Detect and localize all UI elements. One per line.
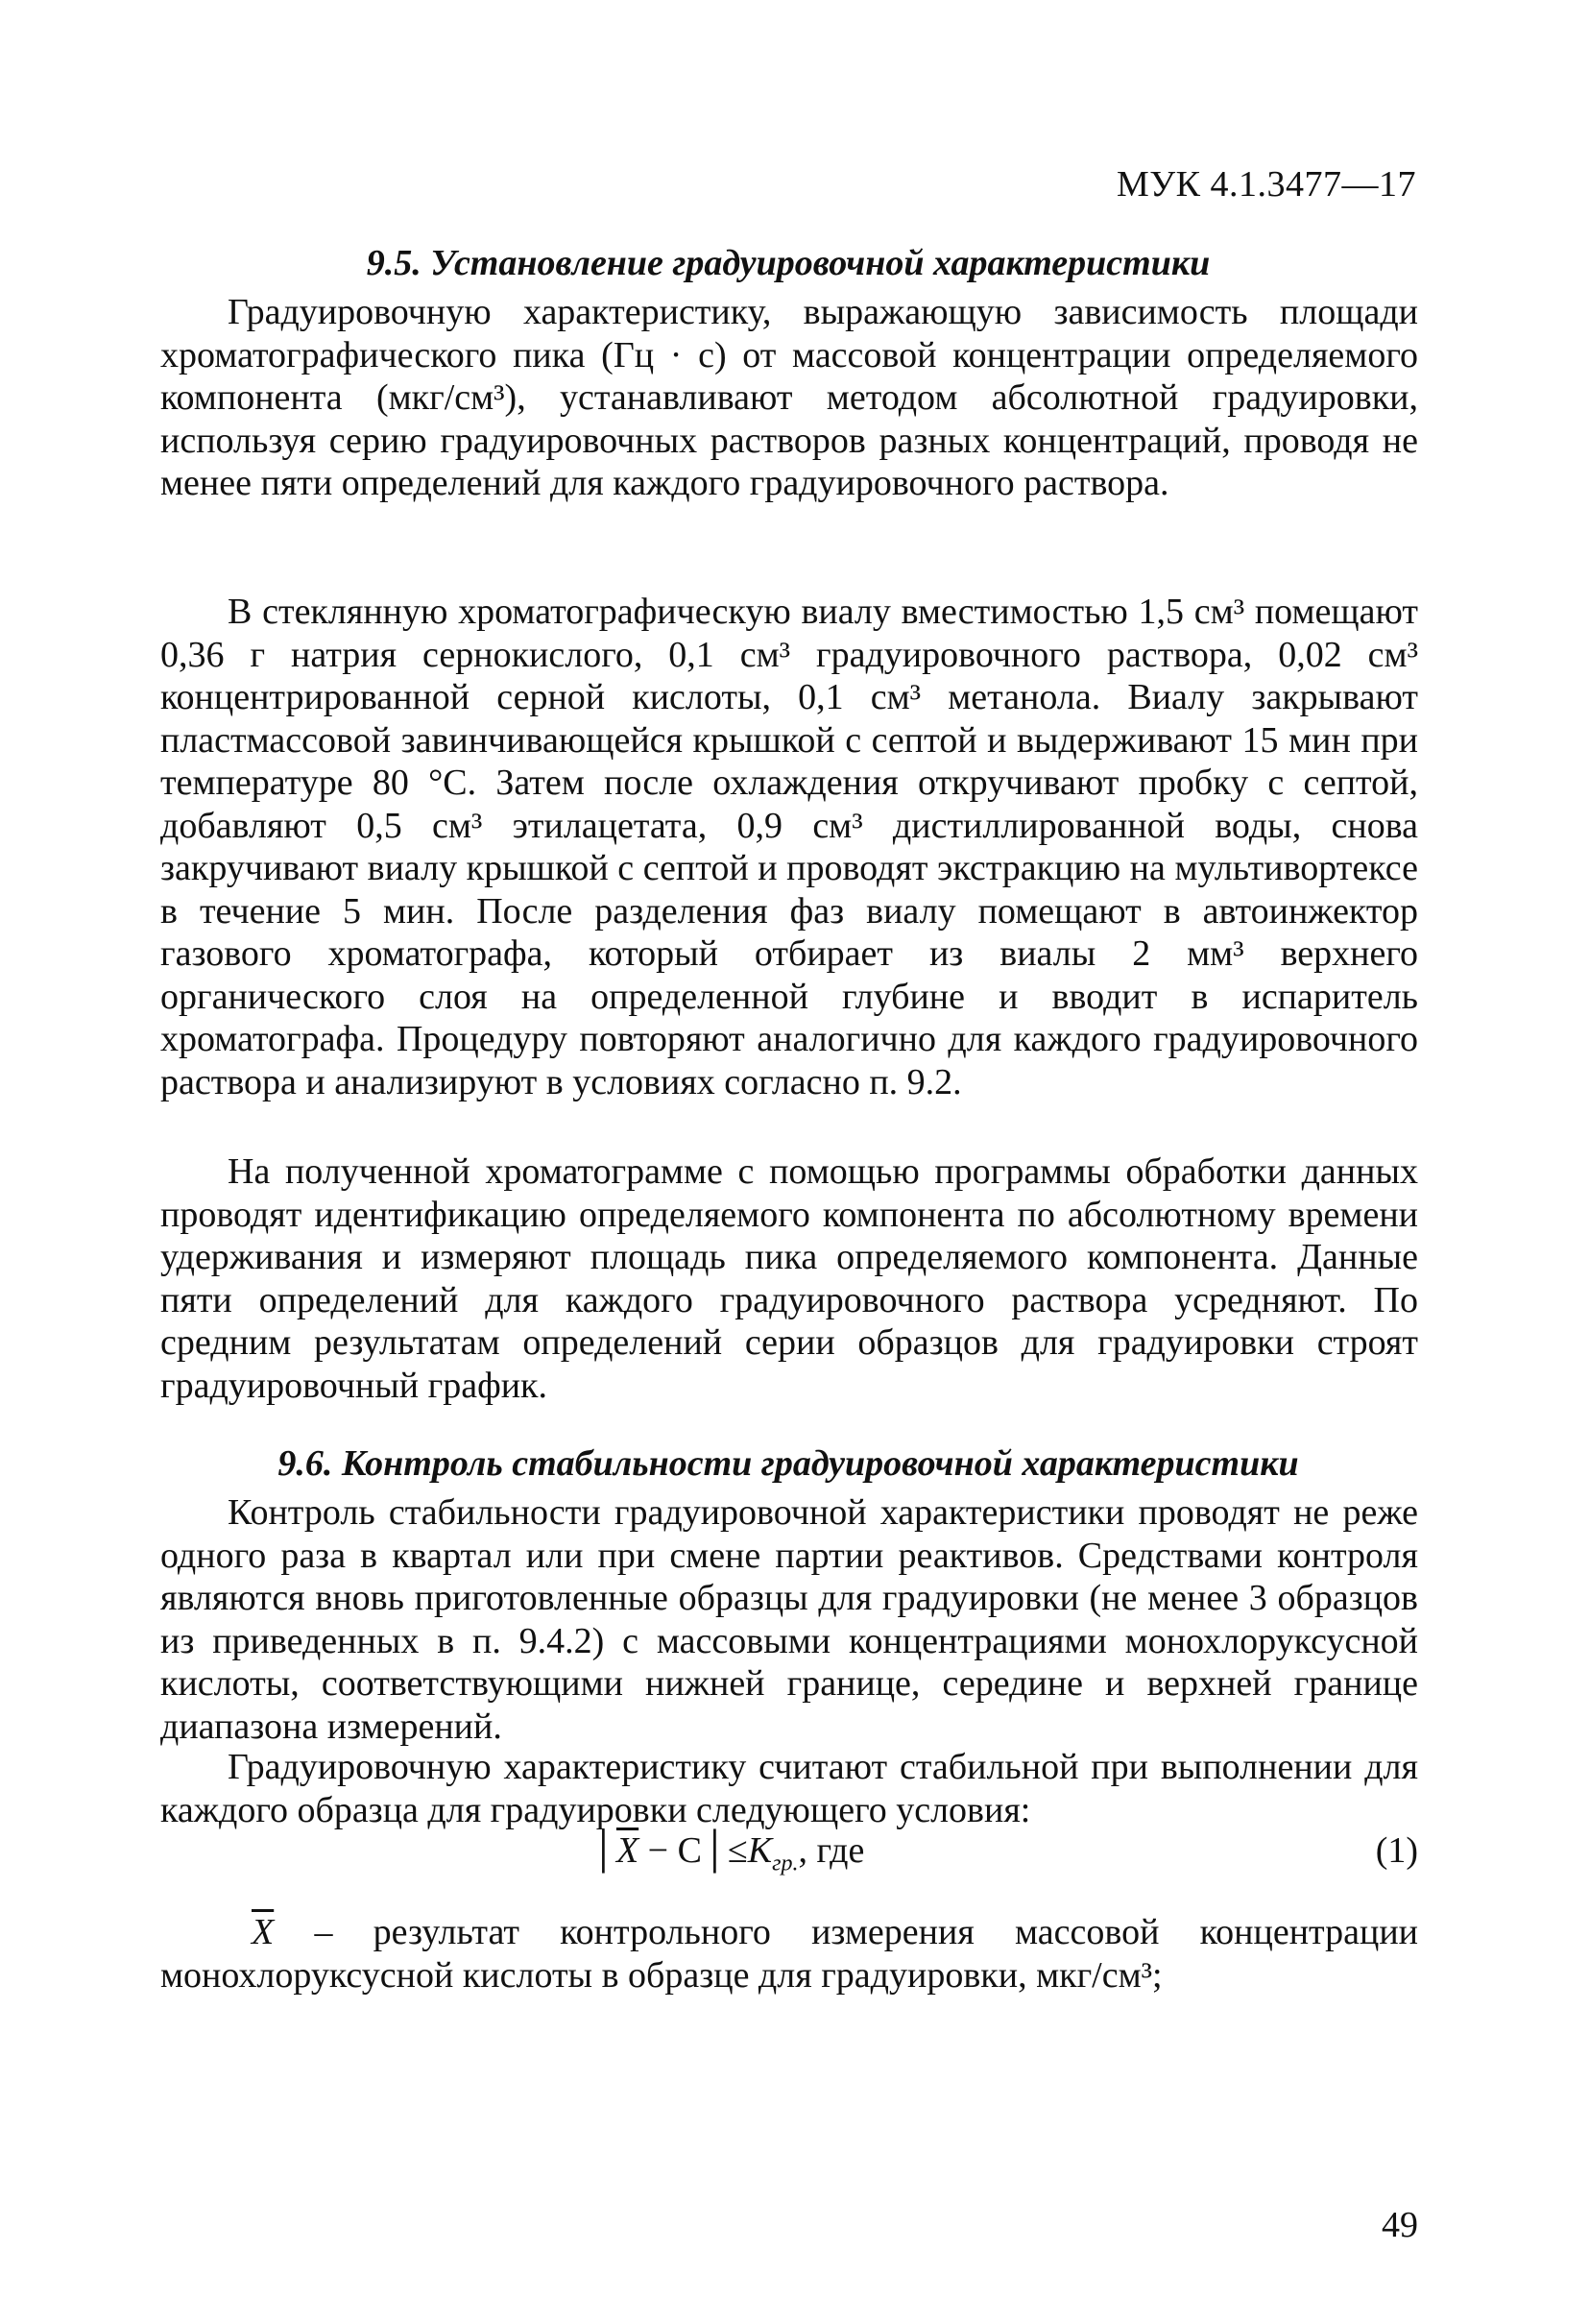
page-number: 49 xyxy=(1382,2205,1418,2245)
definition-text: – результат контрольного измерения массовой концентрации монохлоруксусной кислоты в образце для градуировки, мкг/см³; xyxy=(160,1912,1418,1996)
formula-leq: ≤ xyxy=(727,1830,748,1871)
formula-1 xyxy=(0,1829,1589,1877)
formula-tail: , где xyxy=(798,1830,865,1871)
paragraph: На полученной хроматограмме с помощью программы обработки данных проводят идентификацию определяемого компонента по абсолютному времени удерживания и измеряют площадь пика определяемого компонента. Данные пяти определений для каждого градуировочного раствора усредняют. По средним результатам определений серии образцов для градуировки строят градуировочный график. xyxy=(160,1151,1418,1406)
document-code: МУК 4.1.3477—17 xyxy=(1116,164,1416,205)
formula-minus-c: − C xyxy=(647,1830,702,1871)
formula-expression: $│\overline{X}$ − $C│\le K_{гр.}$, где xyxy=(590,1830,865,1876)
paragraph: Контроль стабильности градуировочной характеристики проводят не реже одного раза в квартал или при смене партии реактивов. Средствами контроля являются вновь приготовленные образцы для градуировки (не менее 3 образцов из приведенных в п. 9.4.2) с массовыми концентрациями монохлоруксусной кислоты, соответствующими нижней границе, середине и верхней границе диапазона измерений. xyxy=(160,1492,1418,1747)
formula-k-subscript: гр. xyxy=(772,1851,799,1876)
definition-symbol: $\overline{X}$ xyxy=(252,1912,275,1952)
formula-number: (1) xyxy=(1375,1830,1418,1871)
section-title-9-6: 9.6. Контроль стабильности градуировочной характеристики xyxy=(277,1443,1299,1484)
formula-x: $\overline{X}$ xyxy=(615,1830,639,1871)
paragraph: В стеклянную хроматографическую виалу вместимостью 1,5 см³ помещают 0,36 г натрия сернокислого, 0,1 см³ градуировочного раствора, 0,02 см³ концентрированной серной кислоты, 0,1 см³ метанола. Виалу закрывают пластмассовой завинчивающейся крышкой с септой и выдерживают 15 мин при температуре 80 °С. Затем после охлаждения откручивают пробку с септой, добавляют 0,5 см³ этилацетата, 0,9 см³ дистиллированной воды, снова закручивают виалу крышкой с септой и проводят экстракцию на мультивортексе в течение 5 мин. После разделения фаз виалу помещают в автоинжектор газового хроматографа, который отбирает из виалы 2 мм³ верхнего органического слоя на определенной глубине и вводит в испаритель хроматографа. Процедуру повторяют аналогично для каждого градуировочного раствора и анализируют в условиях согласно п. 9.2. xyxy=(160,592,1418,1102)
formula-k: K xyxy=(747,1830,773,1871)
variable-definition xyxy=(160,1911,1418,1997)
paragraph: Градуировочную характеристику, выражающую зависимость площади хроматографического пика (Гц · с) от массовой концентрации определяемого компонента (мкг/см³), устанавливают методом абсолютной градуировки, используя серию градуировочных растворов разных концентраций, проводя не менее пяти определений для каждого градуировочного раствора. xyxy=(160,292,1418,503)
section-title-9-5: 9.5. Установление градуировочной характеристики xyxy=(366,243,1211,283)
paragraph: Градуировочную характеристику считают стабильной при выполнении для каждого образца для градуировки следующего условия: xyxy=(160,1747,1418,1830)
